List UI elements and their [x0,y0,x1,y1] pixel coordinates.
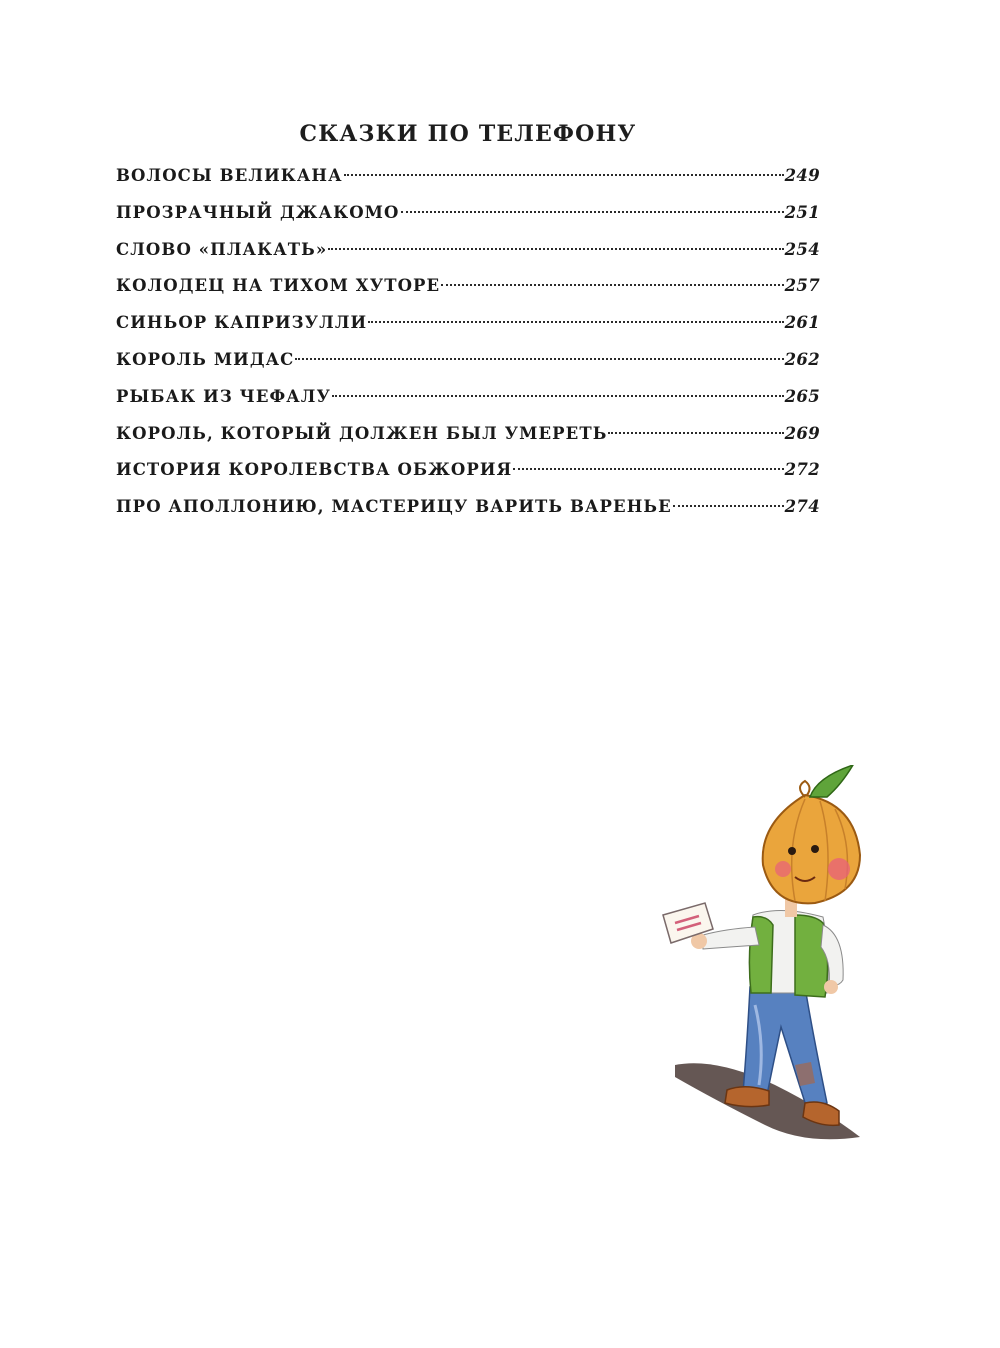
left-cheek [775,861,791,877]
toc-entry-6[interactable] [116,342,820,379]
toc-entry-page: 251 [784,202,820,222]
toc-entry-page: 272 [784,460,820,480]
toc-entry-8[interactable] [116,416,820,453]
onion-sprout [810,765,853,797]
toc-entry-title: ИСТОРИЯ КОРОЛЕВСТВА ОБЖОРИЯ [116,460,513,480]
dot-leader [673,505,784,507]
toc-entry-2[interactable] [116,195,820,232]
table-of-contents [116,158,820,526]
toc-entry-10[interactable] [116,489,820,526]
toc-entry-page: 265 [784,386,820,406]
left-eye [788,847,796,855]
dot-leader [344,174,784,176]
toc-entry-title: СИНЬОР КАПРИЗУЛЛИ [116,313,368,333]
toc-entry-4[interactable] [116,268,820,305]
dot-leader [332,395,784,397]
right-eye [811,845,819,853]
toc-entry-page: 269 [784,423,820,443]
toc-entry-page: 274 [784,497,820,517]
toc-entry-1[interactable] [116,158,820,195]
toc-entry-title: ПРОЗРАЧНЫЙ ДЖАКОМО [116,202,400,222]
right-cheek [828,858,850,880]
toc-entry-title: СЛОВО «ПЛАКАТЬ» [116,239,328,259]
toc-entry-page: 261 [784,313,820,333]
toc-entry-9[interactable] [116,452,820,489]
toc-entry-title: КОРОЛЬ МИДАС [116,349,295,369]
toc-entry-5[interactable] [116,305,820,342]
toc-entry-7[interactable] [116,379,820,416]
toc-entry-page: 262 [784,349,820,369]
dot-leader [608,432,783,434]
dot-leader [328,248,783,250]
dot-leader [295,358,783,360]
right-hand [824,980,838,994]
toc-entry-title: ВОЛОСЫ ВЕЛИКАНА [116,166,343,185]
toc-entry-page: 257 [784,276,820,296]
toc-entry-page: 254 [784,239,820,259]
toc-entry-title: РЫБАК ИЗ ЧЕФАЛУ [116,386,331,406]
page-title: СКАЗКИ ПО ТЕЛЕФОНУ [299,120,637,147]
dot-leader [513,468,783,470]
onion-boy-illustration [655,765,870,1155]
dot-leader [441,284,783,286]
toc-entry-3[interactable] [116,232,820,269]
dot-leader [368,321,783,323]
left-shoe [725,1087,769,1107]
toc-entry-title: КОЛОДЕЦ НА ТИХОМ ХУТОРЕ [116,276,441,296]
toc-entry-page: 249 [784,166,820,185]
toc-entry-title: КОРОЛЬ, КОТОРЫЙ ДОЛЖЕН БЫЛ УМЕРЕТЬ [116,423,608,443]
toc-entry-title: ПРО АПОЛЛОНИЮ, МАСТЕРИЦУ ВАРИТЬ ВАРЕНЬЕ [116,497,672,517]
dot-leader [401,211,784,213]
